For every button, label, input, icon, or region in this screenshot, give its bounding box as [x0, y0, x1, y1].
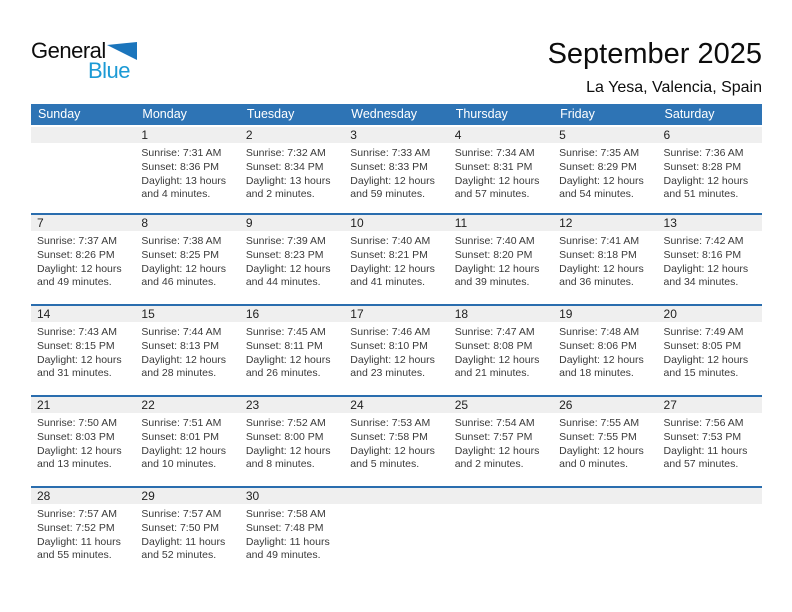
- day-number: 21: [31, 397, 135, 413]
- day-number: [658, 488, 762, 504]
- day-detail-line: and 54 minutes.: [559, 188, 634, 201]
- week-row-2: [31, 213, 762, 304]
- day-detail-line: and 26 minutes.: [245, 367, 321, 380]
- day-detail-line: Sunset: 7:50 PM: [141, 521, 220, 534]
- day-cell-25: [449, 397, 553, 486]
- day-detail-line: Sunset: 8:28 PM: [663, 160, 742, 173]
- day-details: [135, 504, 239, 569]
- day-detail-line: Daylight: 12 hours: [559, 262, 644, 275]
- day-detail-line: Sunset: 8:18 PM: [559, 248, 637, 261]
- week-row-1: [31, 127, 762, 213]
- day-details: [240, 413, 344, 478]
- day-detail-line: Sunrise: 7:50 AM: [37, 417, 117, 429]
- day-cell-12: [553, 215, 657, 304]
- day-detail-line: Sunset: 8:25 PM: [141, 248, 220, 261]
- day-details: [553, 322, 657, 387]
- day-detail-line: and 2 minutes.: [245, 188, 315, 201]
- day-number: 17: [344, 306, 448, 322]
- week-row-4: [31, 395, 762, 486]
- day-detail-line: Sunrise: 7:33 AM: [350, 147, 431, 159]
- day-cell-9: [240, 215, 344, 304]
- day-detail-line: Daylight: 12 hours: [663, 262, 749, 275]
- day-detail-line: Sunset: 8:01 PM: [141, 430, 220, 443]
- day-detail-line: Sunset: 8:06 PM: [559, 339, 637, 352]
- weekday-header-saturday: Saturday: [664, 107, 715, 121]
- day-detail-line: Sunset: 7:55 PM: [559, 430, 637, 443]
- day-detail-line: Daylight: 13 hours: [141, 174, 227, 187]
- day-detail-line: and 57 minutes.: [663, 458, 739, 471]
- weekday-header-wednesday: Wednesday: [351, 107, 418, 121]
- day-detail-line: and 51 minutes.: [663, 188, 739, 201]
- day-detail-line: Sunset: 8:15 PM: [37, 339, 115, 352]
- day-detail-line: Sunset: 8:10 PM: [350, 339, 428, 352]
- day-detail-line: Daylight: 12 hours: [663, 174, 749, 187]
- day-detail-line: Sunrise: 7:58 AM: [245, 508, 326, 520]
- empty-day-cell: [553, 488, 657, 577]
- day-detail-line: Sunrise: 7:43 AM: [37, 326, 117, 338]
- general-blue-logo: [31, 38, 171, 83]
- day-detail-line: Sunrise: 7:44 AM: [141, 326, 222, 338]
- empty-day-cell: [658, 488, 762, 577]
- day-cell-22: [135, 397, 239, 486]
- day-detail-line: Sunrise: 7:57 AM: [141, 508, 222, 520]
- day-cell-1: [135, 127, 239, 213]
- weekday-header-monday: Monday: [142, 107, 187, 121]
- day-cell-24: [344, 397, 448, 486]
- day-cell-6: [658, 127, 762, 213]
- day-details: [31, 322, 135, 387]
- day-details: [449, 322, 553, 387]
- day-detail-line: and 52 minutes.: [141, 549, 217, 562]
- calendar-table: [31, 104, 762, 577]
- day-cell-13: [658, 215, 762, 304]
- day-detail-line: Daylight: 12 hours: [350, 174, 435, 187]
- day-detail-line: Sunset: 7:53 PM: [663, 430, 742, 443]
- day-detail-line: Daylight: 12 hours: [245, 444, 331, 457]
- day-number: 11: [449, 215, 553, 231]
- day-detail-line: Sunrise: 7:40 AM: [350, 235, 431, 247]
- day-detail-line: Sunrise: 7:46 AM: [350, 326, 431, 338]
- day-number: [344, 488, 448, 504]
- day-detail-line: and 34 minutes.: [663, 276, 739, 289]
- day-detail-line: Daylight: 12 hours: [350, 444, 435, 457]
- day-cell-26: [553, 397, 657, 486]
- day-detail-line: Daylight: 12 hours: [245, 262, 331, 275]
- week-row-5: [31, 486, 762, 577]
- day-detail-line: Sunrise: 7:34 AM: [454, 147, 535, 159]
- day-cell-17: [344, 306, 448, 395]
- day-cell-8: [135, 215, 239, 304]
- day-details: [135, 413, 239, 478]
- day-details: [240, 143, 344, 208]
- day-detail-line: Sunrise: 7:37 AM: [37, 235, 117, 247]
- day-detail-line: and 10 minutes.: [141, 458, 217, 471]
- day-detail-line: Sunrise: 7:38 AM: [141, 235, 222, 247]
- weeks-container: [31, 127, 762, 577]
- day-details: [240, 504, 344, 569]
- day-details: [344, 413, 448, 478]
- day-number: 3: [344, 127, 448, 143]
- day-details: [135, 143, 239, 208]
- day-detail-line: and 8 minutes.: [245, 458, 315, 471]
- day-details: [449, 231, 553, 296]
- day-number: 16: [240, 306, 344, 322]
- day-details: [344, 322, 448, 387]
- day-cell-10: [344, 215, 448, 304]
- day-cell-19: [553, 306, 657, 395]
- day-number: 8: [135, 215, 239, 231]
- day-details: [31, 413, 135, 478]
- day-number: 1: [135, 127, 239, 143]
- day-detail-line: Sunset: 8:29 PM: [559, 160, 637, 173]
- day-details: [553, 231, 657, 296]
- day-detail-line: and 18 minutes.: [559, 367, 634, 380]
- day-detail-line: Daylight: 12 hours: [37, 262, 122, 275]
- day-detail-line: Daylight: 12 hours: [350, 262, 435, 275]
- day-detail-line: Sunrise: 7:48 AM: [559, 326, 640, 338]
- day-detail-line: Sunset: 8:33 PM: [350, 160, 428, 173]
- day-detail-line: Sunset: 8:23 PM: [245, 248, 324, 261]
- day-number: 28: [31, 488, 135, 504]
- day-detail-line: Daylight: 12 hours: [454, 444, 540, 457]
- day-detail-line: Daylight: 12 hours: [454, 174, 540, 187]
- day-detail-line: Sunrise: 7:49 AM: [663, 326, 744, 338]
- day-cell-4: [449, 127, 553, 213]
- day-detail-line: Sunrise: 7:47 AM: [454, 326, 535, 338]
- day-detail-line: Sunrise: 7:54 AM: [454, 417, 535, 429]
- day-detail-line: Sunrise: 7:42 AM: [663, 235, 744, 247]
- day-detail-line: and 57 minutes.: [454, 188, 530, 201]
- day-detail-line: Daylight: 12 hours: [141, 444, 227, 457]
- day-detail-line: Daylight: 13 hours: [245, 174, 331, 187]
- day-detail-line: Sunset: 7:48 PM: [245, 521, 324, 534]
- day-cell-28: [31, 488, 135, 577]
- page-title: September 2025: [547, 38, 762, 70]
- day-detail-line: Daylight: 12 hours: [37, 444, 122, 457]
- day-detail-line: and 41 minutes.: [350, 276, 425, 289]
- day-details: [135, 231, 239, 296]
- day-detail-line: and 5 minutes.: [350, 458, 420, 471]
- day-detail-line: and 46 minutes.: [141, 276, 217, 289]
- day-details: [553, 143, 657, 208]
- day-detail-line: Sunrise: 7:45 AM: [245, 326, 326, 338]
- day-detail-line: and 2 minutes.: [454, 458, 524, 471]
- weekday-header-friday: Friday: [560, 107, 595, 121]
- day-cell-27: [658, 397, 762, 486]
- day-detail-line: and 49 minutes.: [245, 549, 321, 562]
- day-detail-line: Sunrise: 7:53 AM: [350, 417, 431, 429]
- day-detail-line: Daylight: 11 hours: [37, 535, 121, 548]
- day-number: 29: [135, 488, 239, 504]
- day-details: [449, 413, 553, 478]
- day-detail-line: Sunset: 8:36 PM: [141, 160, 220, 173]
- empty-day-cell: [31, 127, 135, 213]
- empty-day-cell: [344, 488, 448, 577]
- day-cell-30: [240, 488, 344, 577]
- day-detail-line: Sunrise: 7:51 AM: [141, 417, 222, 429]
- day-number: 13: [658, 215, 762, 231]
- day-detail-line: Sunset: 7:52 PM: [37, 521, 115, 534]
- day-number: 27: [658, 397, 762, 413]
- day-number: [31, 127, 135, 143]
- day-detail-line: Sunrise: 7:56 AM: [663, 417, 744, 429]
- empty-day-cell: [449, 488, 553, 577]
- day-detail-line: Sunset: 7:58 PM: [350, 430, 428, 443]
- day-detail-line: Daylight: 12 hours: [559, 174, 644, 187]
- day-cell-14: [31, 306, 135, 395]
- day-detail-line: Sunrise: 7:32 AM: [245, 147, 326, 159]
- day-detail-line: Sunset: 8:03 PM: [37, 430, 115, 443]
- day-detail-line: Daylight: 11 hours: [141, 535, 226, 548]
- day-number: 30: [240, 488, 344, 504]
- day-number: 25: [449, 397, 553, 413]
- day-cell-18: [449, 306, 553, 395]
- day-detail-line: Sunrise: 7:39 AM: [245, 235, 326, 247]
- day-detail-line: and 49 minutes.: [37, 276, 112, 289]
- day-detail-line: Sunset: 8:20 PM: [454, 248, 533, 261]
- day-detail-line: Sunrise: 7:35 AM: [559, 147, 640, 159]
- day-detail-line: Sunrise: 7:41 AM: [559, 235, 640, 247]
- day-detail-line: and 13 minutes.: [37, 458, 112, 471]
- day-detail-line: and 15 minutes.: [663, 367, 739, 380]
- day-detail-line: and 44 minutes.: [245, 276, 321, 289]
- weekday-header-tuesday: Tuesday: [246, 107, 295, 121]
- day-detail-line: and 21 minutes.: [454, 367, 530, 380]
- day-cell-20: [658, 306, 762, 395]
- day-number: 19: [553, 306, 657, 322]
- day-number: 5: [553, 127, 657, 143]
- day-detail-line: Sunrise: 7:55 AM: [559, 417, 640, 429]
- day-detail-line: Sunset: 8:31 PM: [454, 160, 533, 173]
- day-detail-line: Sunset: 8:13 PM: [141, 339, 220, 352]
- day-number: 2: [240, 127, 344, 143]
- day-number: 23: [240, 397, 344, 413]
- day-detail-line: Daylight: 12 hours: [245, 353, 331, 366]
- day-detail-line: Sunrise: 7:57 AM: [37, 508, 117, 520]
- day-detail-line: Daylight: 12 hours: [141, 262, 227, 275]
- day-details: [658, 413, 762, 478]
- day-cell-11: [449, 215, 553, 304]
- day-number: 14: [31, 306, 135, 322]
- day-details: [240, 231, 344, 296]
- day-detail-line: and 28 minutes.: [141, 367, 217, 380]
- day-cell-23: [240, 397, 344, 486]
- day-detail-line: Daylight: 12 hours: [559, 353, 644, 366]
- day-cell-29: [135, 488, 239, 577]
- day-detail-line: Daylight: 11 hours: [245, 535, 330, 548]
- day-number: 24: [344, 397, 448, 413]
- day-details: [658, 231, 762, 296]
- day-detail-line: Daylight: 12 hours: [663, 353, 749, 366]
- day-cell-3: [344, 127, 448, 213]
- page-subtitle: La Yesa, Valencia, Spain: [586, 79, 762, 96]
- day-number: 12: [553, 215, 657, 231]
- day-detail-line: Daylight: 12 hours: [37, 353, 122, 366]
- day-detail-line: and 59 minutes.: [350, 188, 425, 201]
- day-details: [658, 143, 762, 208]
- day-detail-line: and 55 minutes.: [37, 549, 112, 562]
- week-row-3: [31, 304, 762, 395]
- day-cell-5: [553, 127, 657, 213]
- day-cell-16: [240, 306, 344, 395]
- day-details: [344, 231, 448, 296]
- day-details: [658, 322, 762, 387]
- day-detail-line: Sunset: 8:34 PM: [245, 160, 324, 173]
- day-detail-line: and 36 minutes.: [559, 276, 634, 289]
- day-detail-line: Daylight: 11 hours: [663, 444, 748, 457]
- day-detail-line: and 39 minutes.: [454, 276, 530, 289]
- day-detail-line: and 23 minutes.: [350, 367, 425, 380]
- day-number: 7: [31, 215, 135, 231]
- day-detail-line: Daylight: 12 hours: [454, 353, 540, 366]
- day-detail-line: Daylight: 12 hours: [141, 353, 227, 366]
- day-details: [31, 504, 135, 569]
- day-number: 20: [658, 306, 762, 322]
- day-detail-line: Sunset: 8:05 PM: [663, 339, 742, 352]
- day-details: [449, 143, 553, 208]
- day-detail-line: Sunset: 7:57 PM: [454, 430, 533, 443]
- day-detail-line: Sunrise: 7:36 AM: [663, 147, 744, 159]
- day-details: [135, 322, 239, 387]
- day-detail-line: Sunset: 8:08 PM: [454, 339, 533, 352]
- day-details: [553, 413, 657, 478]
- day-detail-line: and 4 minutes.: [141, 188, 211, 201]
- day-number: 18: [449, 306, 553, 322]
- day-detail-line: Daylight: 12 hours: [454, 262, 540, 275]
- day-cell-21: [31, 397, 135, 486]
- day-number: 6: [658, 127, 762, 143]
- day-details: [344, 143, 448, 208]
- day-details: [240, 322, 344, 387]
- day-detail-line: Sunset: 8:00 PM: [245, 430, 324, 443]
- day-detail-line: Sunrise: 7:52 AM: [245, 417, 326, 429]
- day-detail-line: Daylight: 12 hours: [350, 353, 435, 366]
- day-detail-line: and 0 minutes.: [559, 458, 628, 471]
- weekday-header-row: [31, 104, 762, 125]
- day-cell-15: [135, 306, 239, 395]
- day-detail-line: Sunset: 8:11 PM: [245, 339, 323, 352]
- logo-word-blue: Blue: [88, 58, 131, 83]
- day-cell-7: [31, 215, 135, 304]
- day-detail-line: Sunrise: 7:40 AM: [454, 235, 535, 247]
- weekday-header-thursday: Thursday: [455, 107, 508, 121]
- weekday-header-sunday: Sunday: [38, 107, 81, 121]
- day-detail-line: Sunset: 8:26 PM: [37, 248, 115, 261]
- day-detail-line: Sunset: 8:16 PM: [663, 248, 742, 261]
- day-detail-line: and 31 minutes.: [37, 367, 112, 380]
- title-block: [548, 38, 762, 97]
- day-number: 4: [449, 127, 553, 143]
- day-number: 9: [240, 215, 344, 231]
- day-number: 22: [135, 397, 239, 413]
- day-number: 26: [553, 397, 657, 413]
- day-cell-2: [240, 127, 344, 213]
- day-number: [449, 488, 553, 504]
- day-detail-line: Daylight: 12 hours: [559, 444, 644, 457]
- day-detail-line: Sunrise: 7:31 AM: [141, 147, 222, 159]
- day-detail-line: Sunset: 8:21 PM: [350, 248, 428, 261]
- logo-word-general: General: [31, 38, 106, 63]
- day-number: 10: [344, 215, 448, 231]
- day-number: 15: [135, 306, 239, 322]
- day-number: [553, 488, 657, 504]
- day-details: [31, 231, 135, 296]
